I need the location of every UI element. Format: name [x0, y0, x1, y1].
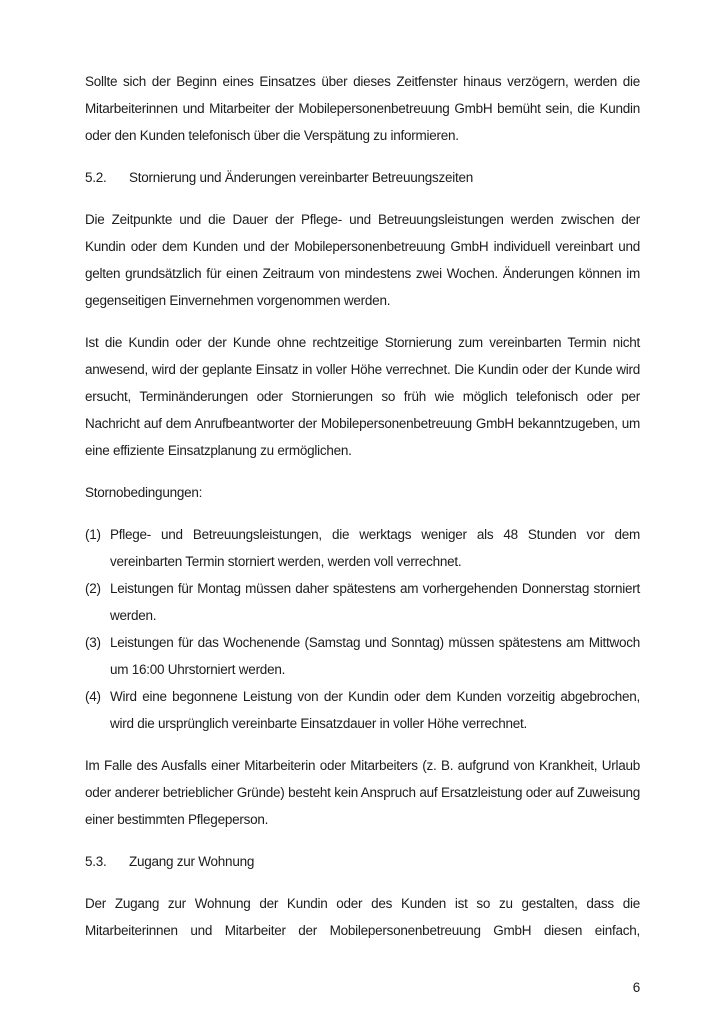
paragraph-missed-appointment: Ist die Kundin oder der Kunde ohne rechtzeitige Stornierung zum vereinbarten Termin nicht anwesend, wird der geplante Einsatz in voller Höhe verrechnet. Die Kundin oder der Kunde wird ersucht, Terminänderungen oder Stornierungen so früh wie möglich telefonisch oder per Nachricht auf dem Anrufbeantworter der Mobilepersonenbetreuung GmbH bekanntzugeben, um eine effiziente Einsatzplanung zu ermöglichen.: [85, 335, 640, 458]
paragraph-apartment-access: Der Zugang zur Wohnung der Kundin oder des Kunden ist so zu gestalten, dass die Mitarbeiterinnen und Mitarbeiter der Mobilepersonenbetreuung GmbH diesen einfach,: [85, 896, 640, 938]
paragraph-appointment-times: Die Zeitpunkte und die Dauer der Pflege- und Betreuungsleistungen werden zwischen der Kundin oder dem Kunden und der Mobilepersonenbetreuung GmbH individuell vereinbart und gelten grundsätzlich für einen Zeitraum von mindestens zwei Wochen. Änderungen können im gegenseitigen Einvernehmen vorgenommen werden.: [85, 212, 640, 308]
storno-conditions-list: [85, 521, 640, 737]
list-item-marker: (3): [85, 635, 101, 650]
list-item: [85, 629, 640, 683]
list-item-marker: (4): [85, 689, 101, 704]
list-item: [85, 575, 640, 629]
section-number: 5.3.: [85, 854, 107, 869]
page-number: 6: [632, 980, 640, 995]
section-title: Zugang zur Wohnung: [129, 854, 255, 869]
list-item-text: Wird eine begonnene Leistung von der Kundin oder dem Kunden vorzeitig abgebrochen, wird die ursprünglich vereinbarte Einsatzdauer in voller Höhe verrechnet.: [110, 689, 640, 731]
paragraph-delay-notice: Sollte sich der Beginn eines Einsatzes über dieses Zeitfenster hinaus verzögern, werden die Mitarbeiterinnen und Mitarbeiter der Mobilepersonenbetreuung GmbH bemüht sein, die Kundin oder den Kunden telefonisch über die Verspätung zu informieren.: [85, 74, 640, 143]
section-title: Stornierung und Änderungen vereinbarter Betreuungszeiten: [129, 170, 473, 185]
list-item-text: Leistungen für Montag müssen daher spätestens am vorhergehenden Donnerstag storniert werden.: [110, 581, 640, 623]
section-heading-5-3: [85, 848, 640, 875]
list-item-marker: (2): [85, 581, 101, 596]
list-item: [85, 683, 640, 737]
list-item-text: Pflege- und Betreuungsleistungen, die werktags weniger als 48 Stunden vor dem vereinbarten Termin storniert werden, werden voll verrechnet.: [110, 527, 640, 569]
paragraph-staff-absence: Im Falle des Ausfalls einer Mitarbeiterin oder Mitarbeiters (z. B. aufgrund von Krankheit, Urlaub oder anderer betrieblicher Gründe) besteht kein Anspruch auf Ersatzleistung oder auf Zuweisung einer bestimmten Pflegeperson.: [85, 758, 640, 827]
storno-conditions-label: Stornobedingungen:: [85, 485, 203, 500]
list-item-text: Leistungen für das Wochenende (Samstag und Sonntag) müssen spätestens am Mittwoch um 16:00 Uhrstorniert werden.: [110, 635, 640, 677]
section-number: 5.2.: [85, 170, 107, 185]
list-item-marker: (1): [85, 527, 101, 542]
page-content: [85, 68, 640, 944]
section-heading-5-2: [85, 164, 640, 191]
list-item: [85, 521, 640, 575]
